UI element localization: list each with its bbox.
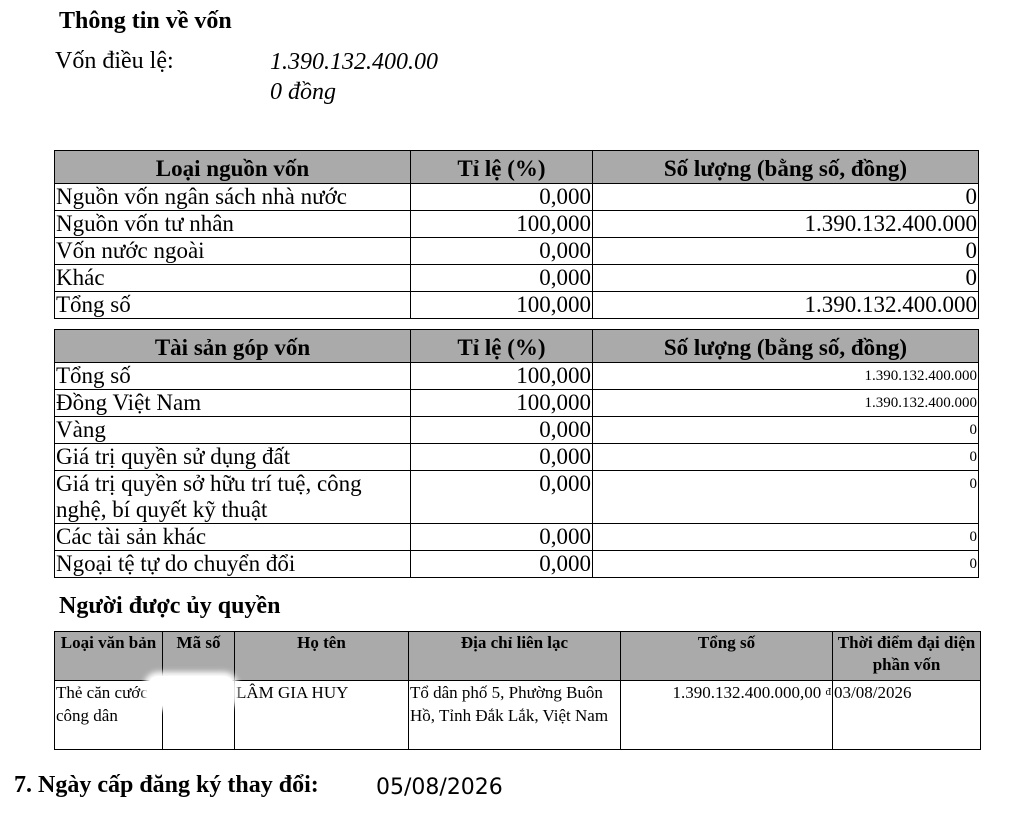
table-row <box>55 184 979 211</box>
table-row <box>55 238 979 265</box>
ratio-cell: 100,000 <box>411 390 593 417</box>
column-header: Mã số <box>163 632 235 681</box>
amount-cell: 1.390.132.400.000 <box>593 292 979 319</box>
asset-name-cell: Các tài sản khác <box>55 524 411 551</box>
ratio-cell: 0,000 <box>411 265 593 292</box>
asset-name-cell: Tổng số <box>55 363 411 390</box>
amount-cell: 0 <box>593 238 979 265</box>
table-row <box>55 363 979 390</box>
table-row <box>55 444 979 471</box>
amount-cell: 0 <box>593 471 979 524</box>
currency-symbol: đ <box>825 686 831 698</box>
doc-type-cell: Thẻ căn cước công dân <box>55 681 163 750</box>
amount-cell: 1.390.132.400.000 <box>593 211 979 238</box>
table-row <box>55 390 979 417</box>
source-name-cell: Khác <box>55 265 411 292</box>
ratio-cell: 0,000 <box>411 238 593 265</box>
asset-name-cell: Ngoại tệ tự do chuyển đổi <box>55 551 411 578</box>
table-row <box>55 211 979 238</box>
ratio-cell: 0,000 <box>411 471 593 524</box>
column-header: Số lượng (bằng số, đồng) <box>593 151 979 184</box>
asset-name-cell: Giá trị quyền sở hữu trí tuệ, công nghệ, bí quyết kỹ thuật <box>55 471 411 524</box>
table-header-row <box>55 151 979 184</box>
table-row <box>55 265 979 292</box>
column-header: Tỉ lệ (%) <box>411 330 593 363</box>
charter-capital-value-line1: 1.390.132.400.00 <box>270 49 438 75</box>
table-row <box>55 524 979 551</box>
asset-name-cell: Vàng <box>55 417 411 444</box>
charter-capital-label: Vốn điều lệ: <box>55 48 174 74</box>
amount-cell: 0 <box>593 444 979 471</box>
table-header-row <box>55 330 979 363</box>
address-cell: Tổ dân phố 5, Phường Buôn Hồ, Tỉnh Đắk Lắk, Việt Nam <box>409 681 621 750</box>
ratio-cell: 0,000 <box>411 417 593 444</box>
table-row <box>55 471 979 524</box>
table-row <box>55 292 979 319</box>
column-header: Tỉ lệ (%) <box>411 151 593 184</box>
column-header: Tài sản góp vốn <box>55 330 411 363</box>
representative-title: Người được ủy quyền <box>59 593 281 619</box>
amount-cell: 1.390.132.400.000 <box>593 363 979 390</box>
source-name-cell: Tổng số <box>55 292 411 319</box>
asset-name-cell: Đồng Việt Nam <box>55 390 411 417</box>
asset-name-cell: Giá trị quyền sử dụng đất <box>55 444 411 471</box>
amount-cell: 1.390.132.400.000 <box>593 390 979 417</box>
capital-info-title: Thông tin về vốn <box>59 8 232 34</box>
column-header: Số lượng (bằng số, đồng) <box>593 330 979 363</box>
source-name-cell: Vốn nước ngoài <box>55 238 411 265</box>
redaction-mark <box>148 676 234 706</box>
name-cell: LÂM GIA HUY <box>235 681 409 750</box>
amount-cell: 0 <box>593 184 979 211</box>
ratio-cell: 0,000 <box>411 184 593 211</box>
amount-cell: 0 <box>593 417 979 444</box>
column-header: Thời điểm đại diện phần vốn <box>833 632 981 681</box>
total-cell <box>621 681 833 750</box>
column-header: Tổng số <box>621 632 833 681</box>
ratio-cell: 0,000 <box>411 551 593 578</box>
contributed-assets-table <box>54 329 979 578</box>
total-value: 1.390.132.400.000,00 <box>672 683 822 702</box>
source-name-cell: Nguồn vốn tư nhân <box>55 211 411 238</box>
ratio-cell: 100,000 <box>411 363 593 390</box>
issue-date-label: 7. Ngày cấp đăng ký thay đổi: <box>14 772 319 798</box>
table-row <box>55 417 979 444</box>
ratio-cell: 100,000 <box>411 292 593 319</box>
ratio-cell: 100,000 <box>411 211 593 238</box>
column-header: Loại nguồn vốn <box>55 151 411 184</box>
amount-cell: 0 <box>593 551 979 578</box>
column-header: Họ tên <box>235 632 409 681</box>
amount-cell: 0 <box>593 524 979 551</box>
capital-source-table <box>54 150 979 319</box>
source-name-cell: Nguồn vốn ngân sách nhà nước <box>55 184 411 211</box>
charter-capital-value-line2: 0 đồng <box>270 79 336 105</box>
column-header: Địa chỉ liên lạc <box>409 632 621 681</box>
amount-cell: 0 <box>593 265 979 292</box>
ratio-cell: 0,000 <box>411 524 593 551</box>
column-header: Loại văn bản <box>55 632 163 681</box>
date-cell: 03/08/2026 <box>833 681 981 750</box>
ratio-cell: 0,000 <box>411 444 593 471</box>
table-row <box>55 551 979 578</box>
issue-date-value: 05/08/2026 <box>376 775 503 800</box>
table-header-row <box>55 632 981 681</box>
